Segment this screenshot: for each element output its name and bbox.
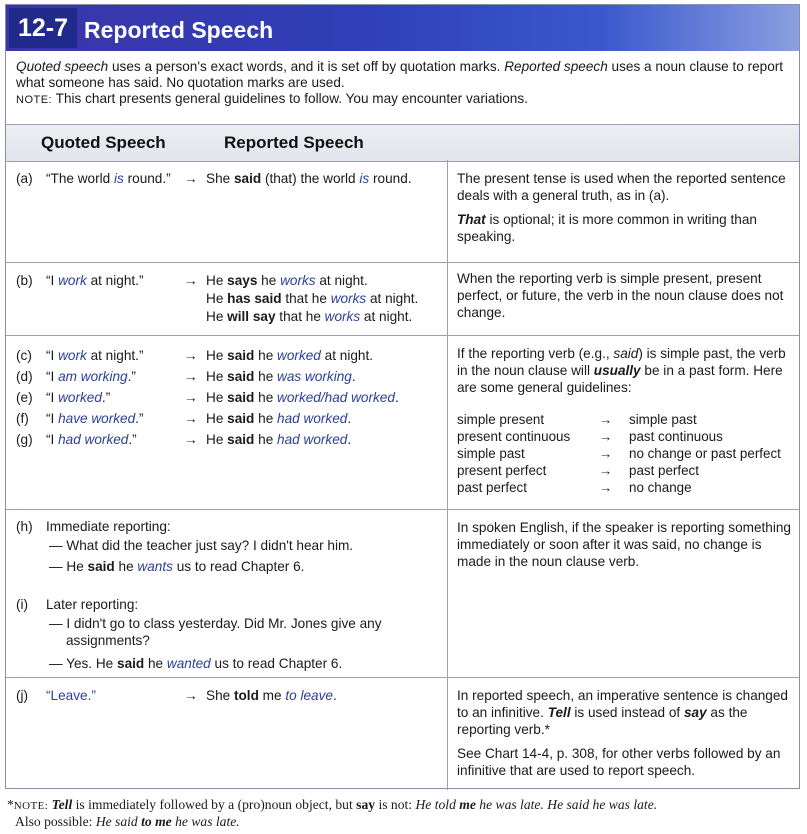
text: that he [281,291,331,306]
row-j-explanation [457,687,795,786]
text: In reported speech, an imperative sentence is changed to an infinitive. [457,688,788,720]
text: .” [127,369,136,384]
text: She [206,688,234,703]
example-line [16,387,436,407]
text: .” [135,411,144,426]
term-quoted-speech: Quoted speech [16,59,109,74]
reporting-verb: said [227,390,255,405]
text: . [332,688,337,703]
dialogue-line: — What did the teacher just say? I didn't hear him. [49,538,354,553]
text: be in a past form. Here are some general guidelines: [457,363,783,395]
text: at night. [360,309,413,324]
text: round.” [123,171,171,186]
note-label: NOTE: [13,800,49,812]
guideline-row [457,428,795,445]
emphasis: say [683,705,707,720]
reporting-verb: said [227,369,255,384]
reporting-verb: will say [227,309,276,324]
text: He [206,369,228,384]
quoted-example [46,387,110,408]
text: is optional; it is more common in writing than speaking. [457,212,757,244]
guideline-row [457,462,795,479]
term-reported-speech: Reported speech [504,59,608,74]
intro-text-part: uses a person's exact words, and it is set off by quotation marks. [108,59,505,74]
tense-to: past continuous [629,429,723,444]
dialogue-line: — I didn't go to class yesterday. Did Mr. Jones give any [49,616,382,631]
reporting-verb: has said [227,291,282,306]
arrow-icon: → [184,273,198,288]
example-line [16,366,436,386]
arrow-icon: → [184,390,198,405]
text: He [206,291,228,306]
dialogue-line: assignments? [66,633,150,648]
example: he was late. [171,814,240,829]
note-label: NOTE: [16,94,53,106]
row-a-explanation [457,170,795,252]
example-label: (f) [16,411,29,426]
text: as the reporting verb.* [457,705,748,737]
column-header-reported: Reported Speech [224,133,364,152]
dialogue-line [49,654,342,674]
quoted-example [46,429,137,450]
row-h-i-explanation: In spoken English, if the speaker is reporting something immediately or soon after it was said, no change is made in the noun clause verb. [457,520,791,569]
section-title: Later reporting: [46,597,139,612]
text: he [254,390,278,405]
reported-example [206,408,351,429]
verb: worked [58,390,102,405]
text: us to read Chapter 6. [172,559,305,574]
verb: work [58,348,87,363]
example: He said [95,814,142,829]
footnote-line [7,814,802,830]
tense-from: present continuous [457,429,571,444]
chart-title: Reported Speech [84,17,274,43]
tense-from: present perfect [457,463,547,478]
text: If the reporting verb (e.g., [457,346,614,361]
verb: wants [137,559,173,574]
text: at night. [366,291,419,306]
emphasis: Tell [51,797,73,812]
infinitive: to leave [285,688,333,703]
tense-to: no change or past perfect [629,446,781,461]
text: ) is simple past, the verb in the noun clause will [457,346,786,378]
quoted-example: “Leave.” [46,688,96,703]
text: He [206,411,228,426]
example-label: (h) [16,519,33,534]
text: “I [46,390,59,405]
row-j [6,677,799,789]
quoted-example [46,408,143,429]
arrow-icon: → [184,171,198,186]
verb: had worked [58,432,129,447]
guideline-row [457,479,795,496]
tense-from: simple past [457,446,525,461]
text: He [206,273,228,288]
quoted-example [46,345,143,366]
text: .” [101,390,111,405]
text: Also possible: [15,814,96,829]
text: “I [46,369,59,384]
arrow-icon: → [184,411,198,426]
row-h-i-examples [16,517,441,677]
text: . [394,390,399,405]
arrow-icon: → [184,369,198,384]
arrow-icon: → [599,480,613,495]
arrow-icon: → [599,429,613,444]
explanation-text: The present tense is used when the reported sentence deals with a general truth, as in (a). [457,171,786,203]
reporting-verb: said [233,171,262,186]
arrow-icon: → [184,688,198,703]
text: . [347,411,352,426]
reported-example [206,685,337,706]
quoted-example [46,366,136,387]
arrow-icon: → [599,446,613,461]
verb: works [330,291,367,306]
text: “I [46,432,59,447]
footnote-line [7,797,802,814]
example: he was late. [475,797,544,812]
example-line [16,429,436,449]
verb: have worked [58,411,136,426]
reported-example [206,387,399,408]
text: at night.” [86,273,144,288]
tense-to: simple past [629,412,697,427]
text: he [257,273,281,288]
text: He [206,348,228,363]
reporting-verb: told [233,688,259,703]
emphasis: said [613,346,639,361]
verb: had worked [277,432,348,447]
reporting-verb: says [227,273,258,288]
explanation-text [457,345,795,396]
verb: is [114,171,124,186]
row-j-examples [16,685,436,707]
text: at night.” [86,348,144,363]
text: is not: [375,797,416,812]
tense-to: no change [629,480,692,495]
reported-example [206,429,351,450]
verb: was working [277,369,352,384]
verb: am working [58,369,128,384]
text: — Yes. He [49,656,118,671]
column-header-band [6,124,799,162]
note-text: This chart presents general guidelines to follow. You may encounter variations. [52,91,528,106]
row-b-explanation: When the reporting verb is simple present, present perfect, or future, the verb in the noun clause does not change. [457,271,784,320]
example-label: (a) [16,171,33,186]
text: “I [46,411,59,426]
row-h-i [6,509,799,678]
footnote [7,797,802,830]
emphasis: That [457,212,486,227]
text: is immediately followed by a (pro)noun object, but [72,797,357,812]
verb: worked/had worked [277,390,395,405]
text: She [206,171,234,186]
verb: work [58,273,87,288]
verb: worked [277,348,321,363]
verb: works [280,273,316,288]
explanation-text [457,211,795,245]
verb: wanted [166,656,211,671]
text: he [254,348,278,363]
arrow-icon: → [184,432,198,447]
row-c-g-examples [16,345,436,455]
text: . [351,369,356,384]
arrow-icon: → [599,412,613,427]
reporting-verb: said [87,559,115,574]
text: He [206,390,228,405]
verb: had worked [277,411,348,426]
row-c-g [6,335,799,510]
emphasis: to me [141,814,172,829]
reporting-verb: said [117,656,145,671]
text: he [254,411,278,426]
dialogue-line [49,557,304,577]
text: .” [128,432,137,447]
example-label: (d) [16,369,33,384]
guideline-row [457,411,795,428]
chart-number: 12-7 [9,8,77,48]
text: he [144,656,167,671]
intro-paragraph [16,59,791,91]
row-a [6,160,799,263]
reported-example [206,345,373,366]
guideline-row [457,445,795,462]
quoted-example [46,168,171,189]
explanation-text: See Chart 14-4, p. 308, for other verbs followed by an infinitive that are used to report speech. [457,746,781,778]
arrow-icon: → [184,348,198,363]
reporting-verb: said [227,348,255,363]
emphasis: say [356,797,376,812]
text: me [258,688,286,703]
text: at night. [315,273,368,288]
intro-note [16,91,791,108]
verb: is [359,171,370,186]
tense-from: simple present [457,412,545,427]
example-line [16,408,436,428]
example-label: (b) [16,273,33,288]
row-b-examples [16,270,436,330]
verb: works [324,309,361,324]
example-label: (i) [16,597,29,612]
text: — He [49,559,88,574]
reported-example [206,306,412,327]
example-line [16,345,436,365]
tense-from: past perfect [457,480,527,495]
text: “I [46,273,59,288]
text: He [206,309,228,324]
example-line [16,270,436,288]
tense-to: past perfect [629,463,699,478]
explanation-text [457,687,795,738]
text: that he [275,309,325,324]
row-a-examples [16,168,436,190]
emphasis: Tell [547,705,571,720]
arrow-icon: → [599,463,613,478]
text: at night. [320,348,374,363]
text: us to read Chapter 6. [210,656,343,671]
emphasis: usually [593,363,641,378]
text: is used instead of [570,705,684,720]
example-label: (c) [16,348,32,363]
text: “The world [46,171,114,186]
footnote-marker: * [7,797,14,812]
text: round. [369,171,412,186]
intro-text-part: uses a noun clause to report what someone has said. No quotation marks are used. [16,59,784,90]
reporting-verb: said [227,432,255,447]
text: he [114,559,138,574]
text: . [347,432,352,447]
example: He said he was late. [547,797,658,812]
tense-guidelines-list [457,411,795,501]
example: He told [415,797,460,812]
example-line [16,306,436,324]
reported-example [206,366,356,387]
text: He [206,432,228,447]
example-label: (e) [16,390,33,405]
intro-text [16,59,791,108]
example-label: (g) [16,432,33,447]
text: (that) the world [261,171,360,186]
emphasis: me [459,797,476,812]
chart-box [5,4,800,789]
row-b [6,262,799,336]
chart-header [6,5,799,51]
example-line [16,288,436,306]
column-header-quoted: Quoted Speech [41,133,166,152]
reported-example [206,168,412,189]
text: he [254,432,278,447]
example-label: (j) [16,688,29,703]
row-c-g-explanation [457,345,795,403]
text: he [254,369,278,384]
text: “I [46,348,59,363]
section-title: Immediate reporting: [46,519,171,534]
reporting-verb: said [227,411,255,426]
